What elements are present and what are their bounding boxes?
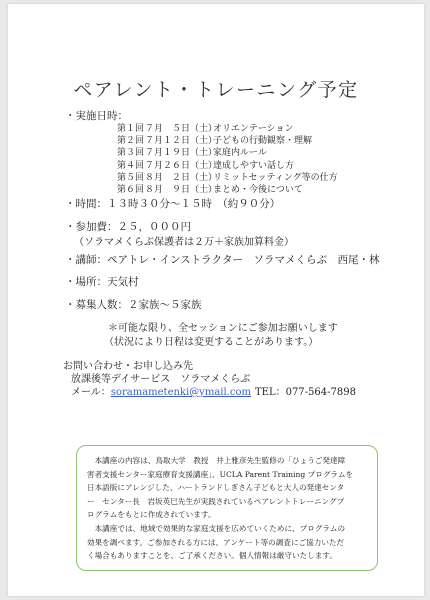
session-topic: リミットセッティング等の仕方 <box>213 172 338 183</box>
capacity-row <box>65 297 202 312</box>
session-number: 第４回 <box>117 160 145 171</box>
capacity-value: ２家族～５家族 <box>128 299 202 311</box>
session-number: 第２回 <box>117 136 145 147</box>
fee-label: ・参加費： <box>65 221 118 233</box>
schedule-row <box>117 172 338 184</box>
session-date: ７月 ５日（土） <box>145 124 218 134</box>
info-line: 日本語版にアレンジした、ハートランドしぎさん子どもと大人の発達センタ <box>87 483 345 493</box>
session-number: 第５回 <box>117 172 145 183</box>
time-row <box>65 196 280 211</box>
mail-label: メール： <box>71 387 111 398</box>
session-date: ７月１２日（土） <box>145 136 218 147</box>
place-value: 天気村 <box>107 276 139 288</box>
session-date: ７月１９日（土） <box>145 148 218 159</box>
info-line: 本講座では、地域で効果的な家庭支援を広めていくために、プログラムの <box>87 523 346 533</box>
info-line: ログラムをもとに作成されています。 <box>87 510 216 520</box>
page-title: ペアレント・トレーニング予定 <box>73 79 359 101</box>
session-date: ７月２６日（土） <box>145 160 218 171</box>
email-link[interactable]: soramametenki@ymail.com <box>110 387 251 398</box>
session-topic: 達成しやすい話し方 <box>213 160 295 171</box>
info-line: 害者支援センター家庭療育支援講座」、UCLA Parent Training プログラムを <box>87 469 354 479</box>
place-row <box>65 274 139 289</box>
document-page <box>8 4 424 596</box>
schedule-label: ・実施日時： <box>65 110 128 122</box>
info-line: ー センター長 岩坂英巳先生が実践されているペアレントトレーニングプ <box>87 496 345 506</box>
session-number: 第６回 <box>117 184 145 195</box>
contact-organization: 放課後等デイサービス ソラマメくらぶ <box>71 374 251 385</box>
session-topic: 子どもの行動観察・理解 <box>213 136 313 147</box>
fee-value: ２５，０００円 <box>117 221 191 233</box>
contact-line <box>71 383 356 398</box>
fee-subnote: （ソラマメくらぶ保護者は２万＋家族加算料金） <box>74 237 294 248</box>
session-topic: まとめ・今後について <box>213 184 303 195</box>
schedule-list <box>117 123 338 196</box>
schedule-row <box>117 160 338 172</box>
session-topic: 家庭内ルール <box>213 148 267 159</box>
session-topic: オリエンテーション <box>213 124 294 134</box>
instructor-label: ・講師： <box>65 254 107 266</box>
fee-row <box>65 219 191 234</box>
contact-heading: お問い合わせ・お申し込み先 <box>63 361 193 372</box>
schedule-row <box>117 147 338 159</box>
schedule-change-note: （状況により日程は変更することがあります。） <box>104 337 319 348</box>
session-number: 第３回 <box>117 148 145 159</box>
phone-number: TEL：077-564-7898 <box>254 387 356 398</box>
place-label: ・場所： <box>65 276 107 288</box>
time-value: １３時３０分～１５時 （約９０分） <box>107 198 281 210</box>
schedule-row <box>117 123 338 135</box>
attendance-note: ＊可能な限り、全セッションにご参加お願いします <box>108 323 338 334</box>
program-info-text <box>87 454 367 563</box>
info-line: く場合もありますことを、ご了承ください。個人情報は厳守いたします。 <box>87 551 337 561</box>
info-line: 本講座の内容は、鳥取大学 教授 井上雅彦先生監修の「ひょうご発達障 <box>87 456 346 465</box>
session-number: 第１回 <box>117 124 145 134</box>
info-line: 効果を調べます。ご参加される方には、アンケート等の調査にご協力いただ <box>87 537 345 547</box>
capacity-label: ・募集人数： <box>65 299 128 311</box>
schedule-row <box>117 184 338 196</box>
program-info-box <box>76 445 378 571</box>
time-label: ・時間： <box>65 198 107 210</box>
instructor-row <box>65 252 379 267</box>
session-date: ８月 ２日（土） <box>145 172 218 183</box>
instructor-value: ペアトレ・インストラクター ソラマメくらぶ 西尾・林 <box>107 254 380 266</box>
session-date: ８月 ９日（土） <box>145 184 218 195</box>
schedule-row <box>117 135 338 147</box>
